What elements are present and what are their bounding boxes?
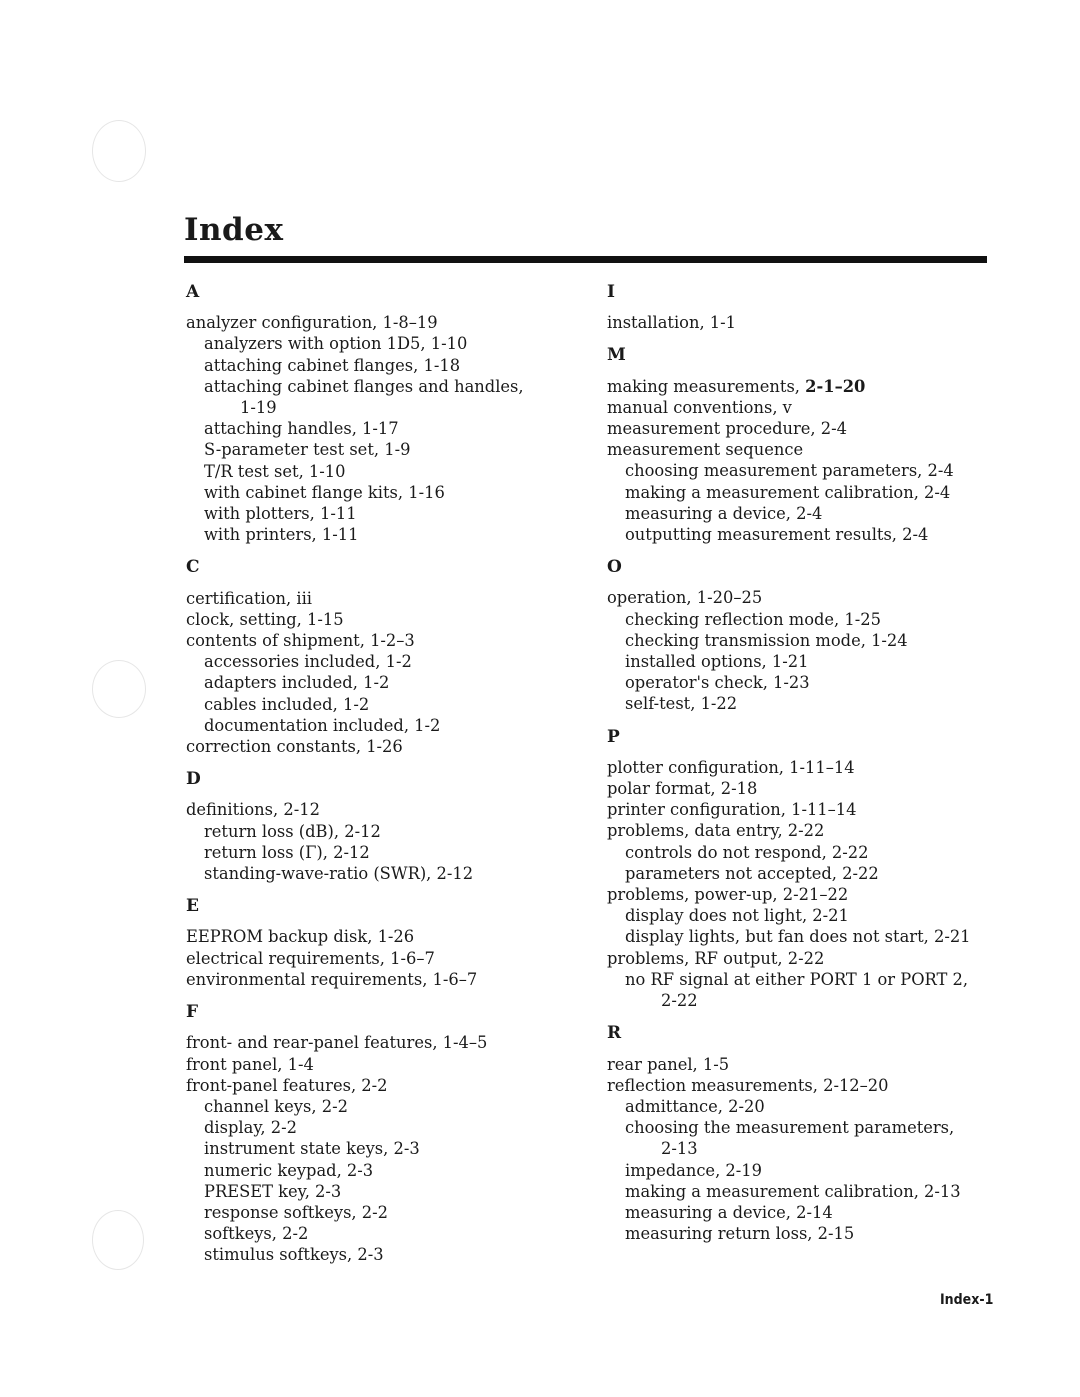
page-number: Index-1 xyxy=(940,1292,994,1308)
index-subentry xyxy=(186,1160,581,1181)
index-subentry xyxy=(186,376,581,397)
index-entry-text: problems, RF output, 2-22 xyxy=(607,948,825,968)
index-subentry xyxy=(607,482,1002,503)
index-entry-text: front-panel features, 2-2 xyxy=(186,1075,388,1095)
index-entry-text: 2-13 xyxy=(661,1139,698,1159)
index-entry-text: display does not light, 2-21 xyxy=(625,906,849,926)
index-entry xyxy=(607,778,1002,799)
punch-hole-mark xyxy=(92,1210,144,1270)
index-subentry xyxy=(186,439,581,460)
index-letter-heading: C xyxy=(186,557,200,578)
index-subentry xyxy=(186,1138,581,1159)
index-subentry xyxy=(186,1202,581,1223)
index-entry-text: documentation included, 1-2 xyxy=(204,715,441,735)
index-entry xyxy=(186,312,581,333)
index-group-a xyxy=(186,282,581,545)
index-entry-text: problems, power-up, 2-21–22 xyxy=(607,885,849,905)
index-entry-text: with cabinet flange kits, 1-16 xyxy=(204,482,445,502)
index-subentry xyxy=(607,926,1002,947)
index-entry-text: making a measurement calibration, 2-4 xyxy=(625,482,951,502)
index-subentry xyxy=(186,461,581,482)
index-entry-text: response softkeys, 2-2 xyxy=(204,1202,388,1222)
index-entry-text: attaching cabinet flanges and handles, xyxy=(204,376,524,396)
index-entry-text: analyzers with option 1D5, 1-10 xyxy=(204,334,468,354)
index-entry-text: installation, 1-1 xyxy=(607,313,737,333)
index-entry-text: manual conventions, v xyxy=(607,397,792,417)
index-entry-text: contents of shipment, 1-2–3 xyxy=(186,631,415,651)
index-entry-text: making measurements, xyxy=(607,376,806,396)
index-subentry xyxy=(607,1223,1002,1244)
index-entry xyxy=(607,376,1002,397)
index-entry xyxy=(607,439,1002,460)
index-subentry xyxy=(186,694,581,715)
index-subentry xyxy=(186,503,581,524)
index-entry-text: front- and rear-panel features, 1-4–5 xyxy=(186,1033,488,1053)
index-column-left xyxy=(186,282,581,1278)
index-letter-heading: R xyxy=(607,1023,622,1044)
title-rule xyxy=(184,256,987,263)
index-entry-text: display, 2-2 xyxy=(204,1118,297,1138)
index-entry-text: T/R test set, 1-10 xyxy=(204,461,346,481)
index-entry-text: 1-19 xyxy=(240,398,277,418)
index-entry-text: measuring a device, 2-4 xyxy=(625,503,823,523)
index-entry-text: front panel, 1-4 xyxy=(186,1054,314,1074)
index-subentry xyxy=(607,969,1002,990)
index-subentry xyxy=(186,482,581,503)
index-entry xyxy=(186,588,581,609)
index-entry-text: PRESET key, 2-3 xyxy=(204,1181,342,1201)
index-letter-heading: M xyxy=(607,345,626,366)
index-entry-text: standing-wave-ratio (SWR), 2-12 xyxy=(204,864,474,884)
index-entry-text: parameters not accepted, 2-22 xyxy=(625,863,879,883)
index-entry-text: measuring return loss, 2-15 xyxy=(625,1224,855,1244)
page-title: Index xyxy=(184,212,284,248)
index-entry-text: attaching handles, 1-17 xyxy=(204,419,399,439)
index-entry-text: installed options, 1-21 xyxy=(625,652,809,672)
index-entry-text: measuring a device, 2-14 xyxy=(625,1202,833,1222)
index-entry-text: attaching cabinet flanges, 1-18 xyxy=(204,355,461,375)
index-letter-heading: F xyxy=(186,1002,199,1023)
index-subentry xyxy=(607,460,1002,481)
index-entry-text: 2-22 xyxy=(661,991,698,1011)
index-entry-text: printer configuration, 1-11–14 xyxy=(607,800,857,820)
index-subentry xyxy=(186,672,581,693)
index-letter-heading: I xyxy=(607,282,615,302)
index-entry-text: electrical requirements, 1-6–7 xyxy=(186,948,435,968)
index-subentry xyxy=(607,672,1002,693)
index-subentry xyxy=(186,333,581,354)
index-entry xyxy=(186,1054,581,1075)
index-letter-heading: P xyxy=(607,726,620,747)
index-entry-text: S-parameter test set, 1-9 xyxy=(204,440,411,460)
index-group-f xyxy=(186,1002,581,1265)
index-entry-primary-page: 2-1–20 xyxy=(805,376,866,396)
index-entry xyxy=(607,397,1002,418)
index-group-p xyxy=(607,727,1002,1012)
punch-hole-mark xyxy=(92,660,146,718)
index-entry-text: certification, iii xyxy=(186,588,312,608)
index-entry-text: rear panel, 1-5 xyxy=(607,1054,730,1074)
index-entry-text: admittance, 2-20 xyxy=(625,1096,765,1116)
index-subentry xyxy=(186,1244,581,1265)
index-entry-text: choosing measurement parameters, 2-4 xyxy=(625,461,954,481)
index-entry-text: definitions, 2-12 xyxy=(186,800,320,820)
index-entry-text: outputting measurement results, 2-4 xyxy=(625,525,929,545)
index-entry-text: measurement sequence xyxy=(607,440,804,460)
index-entry-text: numeric keypad, 2-3 xyxy=(204,1160,374,1180)
index-entry xyxy=(186,736,581,757)
index-group-c xyxy=(186,557,581,757)
index-subentry xyxy=(186,355,581,376)
index-entry-text: controls do not respond, 2-22 xyxy=(625,842,869,862)
index-subentry xyxy=(186,1096,581,1117)
index-entry-continuation xyxy=(607,990,1002,1011)
index-entry-text: softkeys, 2-2 xyxy=(204,1224,309,1244)
index-entry xyxy=(607,1054,1002,1075)
index-entry-text: polar format, 2-18 xyxy=(607,779,758,799)
index-subentry xyxy=(607,524,1002,545)
index-entry-text: operator's check, 1-23 xyxy=(625,673,810,693)
index-entry xyxy=(186,609,581,630)
index-group-m xyxy=(607,345,1002,545)
index-entry-text: instrument state keys, 2-3 xyxy=(204,1139,420,1159)
index-entry xyxy=(186,1032,581,1053)
index-entry xyxy=(607,587,1002,608)
index-entry xyxy=(607,884,1002,905)
index-subentry xyxy=(607,503,1002,524)
index-entry-text: with plotters, 1-11 xyxy=(204,504,357,524)
index-subentry xyxy=(186,821,581,842)
index-letter-heading: O xyxy=(607,557,622,578)
index-entry-text: no RF signal at either PORT 1 or PORT 2, xyxy=(625,969,969,989)
index-group-o xyxy=(607,557,1002,714)
index-letter-heading: D xyxy=(186,769,201,790)
index-entry-text: with printers, 1-11 xyxy=(204,525,359,545)
index-subentry xyxy=(607,1181,1002,1202)
index-entry-text: adapters included, 1-2 xyxy=(204,673,390,693)
index-subentry xyxy=(607,842,1002,863)
index-column-right xyxy=(607,282,1002,1256)
index-entry xyxy=(186,969,581,990)
index-entry-text: channel keys, 2-2 xyxy=(204,1096,348,1116)
index-entry-text: EEPROM backup disk, 1-26 xyxy=(186,927,415,947)
index-entry-text: accessories included, 1-2 xyxy=(204,652,412,672)
index-entry xyxy=(186,799,581,820)
index-letter-heading: E xyxy=(186,896,199,917)
index-subentry xyxy=(607,863,1002,884)
index-subentry xyxy=(607,1096,1002,1117)
index-subentry xyxy=(607,1202,1002,1223)
index-entry xyxy=(186,926,581,947)
index-entry xyxy=(607,418,1002,439)
index-subentry xyxy=(186,1223,581,1244)
index-entry-text: making a measurement calibration, 2-13 xyxy=(625,1181,961,1201)
index-subentry xyxy=(186,651,581,672)
index-entry-text: plotter configuration, 1-11–14 xyxy=(607,757,855,777)
index-letter-heading: A xyxy=(186,282,200,302)
index-subentry xyxy=(186,1117,581,1138)
index-entry xyxy=(607,820,1002,841)
index-group-i xyxy=(607,282,1002,333)
index-group-d xyxy=(186,769,581,884)
index-entry-text: choosing the measurement parameters, xyxy=(625,1118,955,1138)
index-subentry xyxy=(186,863,581,884)
index-entry xyxy=(186,1075,581,1096)
index-entry-text: stimulus softkeys, 2-3 xyxy=(204,1245,384,1265)
index-entry-text: correction constants, 1-26 xyxy=(186,737,403,757)
index-entry-text: reflection measurements, 2-12–20 xyxy=(607,1075,889,1095)
index-entry-text: return loss (dB), 2-12 xyxy=(204,821,381,841)
index-subentry xyxy=(186,715,581,736)
index-entry-text: environmental requirements, 1-6–7 xyxy=(186,969,478,989)
punch-hole-mark xyxy=(92,120,146,182)
index-entry-text: problems, data entry, 2-22 xyxy=(607,821,825,841)
index-entry-text: clock, setting, 1-15 xyxy=(186,609,344,629)
index-entry-text: return loss (Γ), 2-12 xyxy=(204,842,370,862)
index-entry xyxy=(607,1075,1002,1096)
index-entry-text: display lights, but fan does not start, 2-21 xyxy=(625,927,971,947)
index-entry-text: checking reflection mode, 1-25 xyxy=(625,609,881,629)
index-subentry xyxy=(607,609,1002,630)
index-entry xyxy=(186,948,581,969)
index-subentry xyxy=(186,418,581,439)
index-subentry xyxy=(607,693,1002,714)
index-entry xyxy=(607,757,1002,778)
index-entry xyxy=(607,948,1002,969)
index-entry xyxy=(607,799,1002,820)
index-subentry xyxy=(607,630,1002,651)
index-entry-text: analyzer configuration, 1-8–19 xyxy=(186,313,438,333)
index-subentry xyxy=(186,524,581,545)
index-subentry xyxy=(607,1117,1002,1138)
index-subentry xyxy=(186,842,581,863)
index-entry-text: self-test, 1-22 xyxy=(625,694,738,714)
index-subentry xyxy=(607,651,1002,672)
index-group-e xyxy=(186,896,581,990)
index-entry-text: cables included, 1-2 xyxy=(204,694,370,714)
index-entry-text: checking transmission mode, 1-24 xyxy=(625,630,908,650)
index-entry-continuation xyxy=(186,397,581,418)
index-entry xyxy=(607,312,1002,333)
index-entry-text: measurement procedure, 2-4 xyxy=(607,419,847,439)
index-entry-continuation xyxy=(607,1138,1002,1159)
index-group-r xyxy=(607,1023,1002,1244)
index-entry-text: impedance, 2-19 xyxy=(625,1160,762,1180)
index-subentry xyxy=(607,905,1002,926)
index-subentry xyxy=(186,1181,581,1202)
index-entry xyxy=(186,630,581,651)
index-subentry xyxy=(607,1160,1002,1181)
index-entry-text: operation, 1-20–25 xyxy=(607,588,763,608)
